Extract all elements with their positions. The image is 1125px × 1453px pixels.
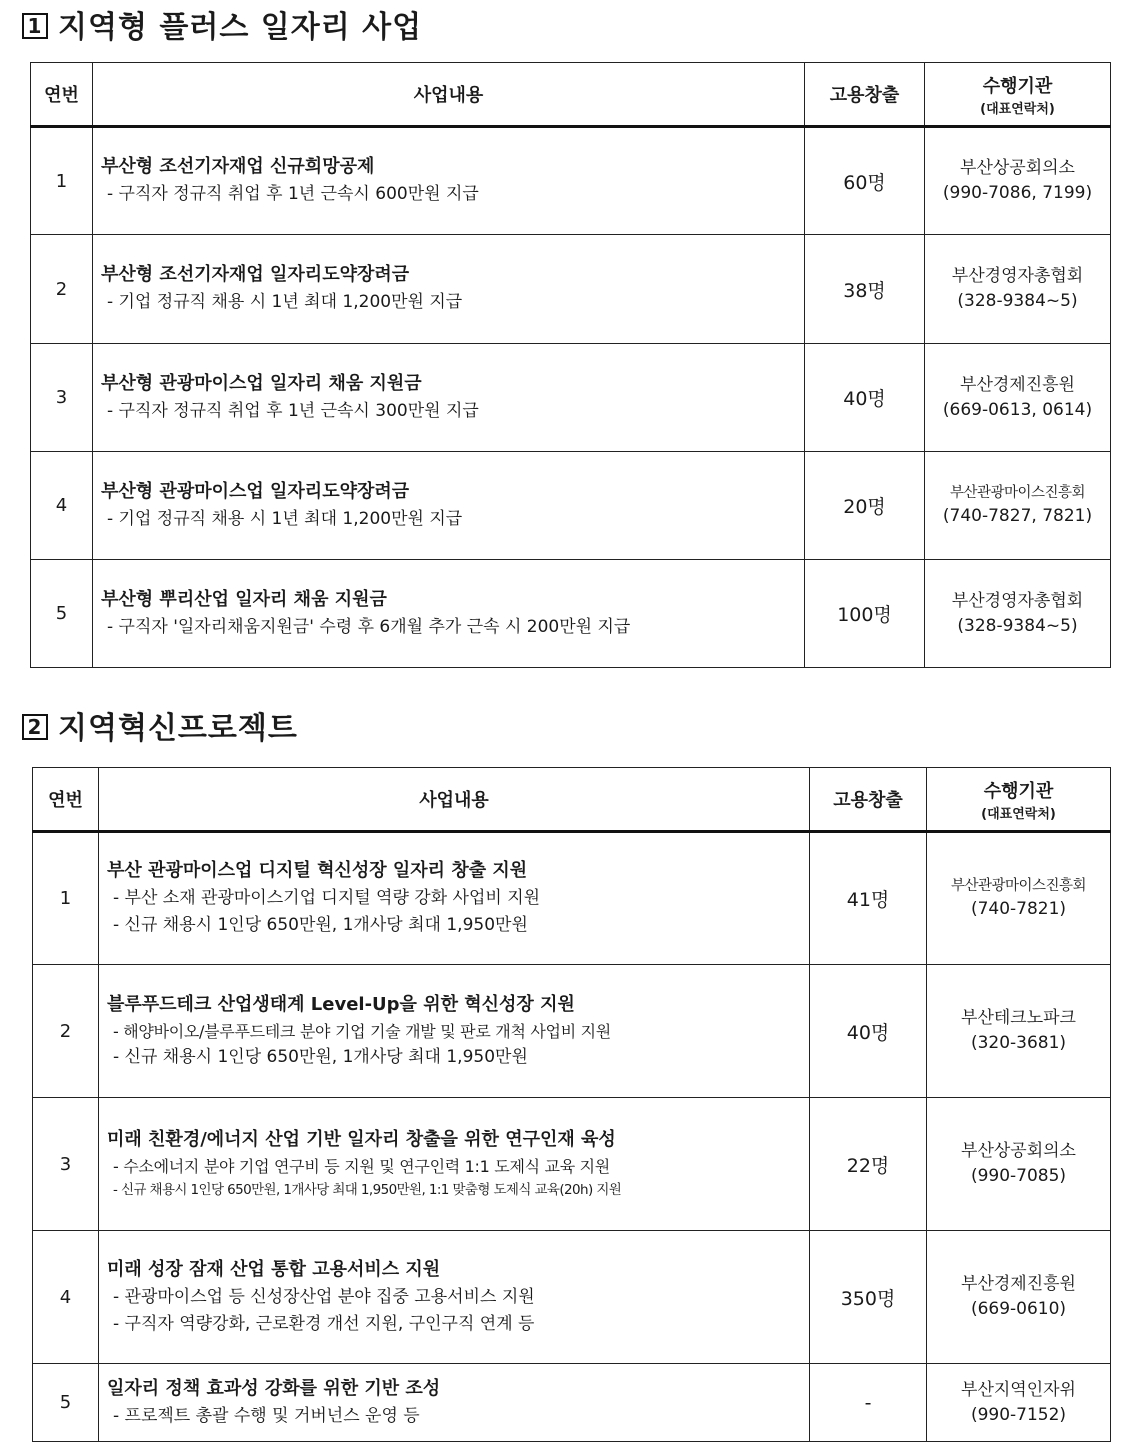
row-org xyxy=(927,965,1111,1098)
project-desc: - 신규 채용시 1인당 650만원, 1개사당 최대 1,950만원 xyxy=(113,1047,528,1068)
org-tel: (740-7821) xyxy=(970,898,1067,919)
header-no: 연번 xyxy=(33,768,99,832)
table-header-row xyxy=(31,63,1111,127)
row-no: 3 xyxy=(31,344,93,452)
project-desc: - 구직자 '일자리채움지원금' 수령 후 6개월 추가 근속 시 200만원 지급 xyxy=(107,616,631,637)
row-content xyxy=(99,965,810,1098)
header-content: 사업내용 xyxy=(99,768,810,832)
org-name: 부산테크노파크 xyxy=(961,1008,1076,1029)
org-tel: (328-9384~5) xyxy=(957,615,1078,636)
row-org xyxy=(925,344,1111,452)
row-no: 2 xyxy=(31,235,93,344)
org-name: 부산상공회의소 xyxy=(960,158,1075,179)
row-hires: 41명 xyxy=(810,832,927,965)
project-desc: - 신규 채용시 1인당 650만원, 1개사당 최대 1,950만원, 1:1 맞춤형 도제식 교육(20h) 지원 xyxy=(113,1181,622,1198)
table-header-row xyxy=(33,768,1111,832)
row-hires: 40명 xyxy=(805,344,925,452)
project-desc: - 수소에너지 분야 기업 연구비 등 지원 및 연구인력 1:1 도제식 교육 지원 xyxy=(113,1157,610,1177)
table-row xyxy=(33,965,1111,1098)
project-desc: - 구직자 역량강화, 근로환경 개선 지원, 구인구직 연계 등 xyxy=(113,1313,535,1334)
org-name: 부산경제진흥원 xyxy=(960,374,1075,395)
row-hires: 20명 xyxy=(805,452,925,560)
org-tel: (669-0610) xyxy=(970,1299,1067,1319)
table-row xyxy=(33,832,1111,965)
row-content xyxy=(93,452,805,560)
row-hires: 38명 xyxy=(805,235,925,344)
header-hires: 고용창출 xyxy=(805,63,925,127)
row-no: 1 xyxy=(31,127,93,235)
org-name: 부산지역인자위 xyxy=(961,1379,1076,1400)
row-content xyxy=(99,832,810,965)
row-hires: 40명 xyxy=(810,965,927,1098)
org-name: 부산경영자총협회 xyxy=(951,590,1084,611)
header-org-label: 수행기관 xyxy=(982,75,1053,97)
header-org xyxy=(927,768,1111,832)
row-hires: 350명 xyxy=(810,1231,927,1364)
table-row xyxy=(33,1231,1111,1364)
table-row xyxy=(31,560,1111,668)
project-title: 부산 관광마이스업 디지털 혁신성장 일자리 창출 지원 xyxy=(107,860,528,882)
section-1-table xyxy=(30,62,1111,668)
org-tel: (669-0613, 0614) xyxy=(942,399,1093,420)
row-org xyxy=(927,1098,1111,1231)
row-content xyxy=(99,1098,810,1231)
row-org xyxy=(927,1231,1111,1364)
project-title: 부산형 조선기자재업 일자리도약장려금 xyxy=(101,264,410,286)
org-name: 부산관광마이스진흥회 xyxy=(949,484,1086,501)
section-1-number: 1 xyxy=(22,13,48,39)
project-desc: - 기업 정규직 채용 시 1년 최대 1,200만원 지급 xyxy=(107,292,463,313)
row-hires: 60명 xyxy=(805,127,925,235)
table-row xyxy=(31,235,1111,344)
row-no: 4 xyxy=(31,452,93,560)
row-no: 1 xyxy=(33,832,99,965)
header-content: 사업내용 xyxy=(93,63,805,127)
row-content xyxy=(93,235,805,344)
org-tel: (740-7827, 7821) xyxy=(942,505,1093,526)
project-title: 부산형 관광마이스업 일자리 채움 지원금 xyxy=(101,372,422,394)
row-no: 5 xyxy=(31,560,93,668)
row-no: 3 xyxy=(33,1098,99,1231)
table-row xyxy=(31,127,1111,235)
table-row xyxy=(31,344,1111,452)
section-2-number: 2 xyxy=(22,714,48,740)
row-org xyxy=(925,560,1111,668)
table-row xyxy=(33,1364,1111,1442)
header-no: 연번 xyxy=(31,63,93,127)
org-tel: (990-7086, 7199) xyxy=(942,183,1093,203)
org-name: 부산경제진흥원 xyxy=(961,1274,1076,1295)
project-desc: - 구직자 정규직 취업 후 1년 근속시 600만원 지급 xyxy=(107,184,479,205)
row-org xyxy=(925,452,1111,560)
row-content xyxy=(99,1231,810,1364)
row-content xyxy=(99,1364,810,1442)
org-name: 부산상공회의소 xyxy=(961,1141,1076,1162)
row-content xyxy=(93,127,805,235)
section-1-title xyxy=(22,2,422,46)
org-tel: (990-7085) xyxy=(970,1166,1067,1186)
table-row xyxy=(31,452,1111,560)
org-tel: (320-3681) xyxy=(970,1033,1067,1053)
project-desc: - 부산 소재 관광마이스기업 디지털 역량 강화 사업비 지원 xyxy=(113,888,541,909)
header-org-label: 수행기관 xyxy=(983,780,1054,802)
project-title: 블루푸드테크 산업생태계 Level-Up을 위한 혁신성장 지원 xyxy=(107,993,575,1015)
project-title: 부산형 뿌리산업 일자리 채움 지원금 xyxy=(101,588,387,610)
project-title: 미래 성장 잠재 산업 통합 고용서비스 지원 xyxy=(107,1258,441,1280)
row-org xyxy=(925,235,1111,344)
section-2-title xyxy=(22,703,298,747)
org-name: 부산경영자총협회 xyxy=(951,266,1084,287)
section-2-table xyxy=(32,767,1111,1442)
row-no: 5 xyxy=(33,1364,99,1442)
header-org-sub: (대표연락처) xyxy=(980,101,1055,117)
org-tel: (990-7152) xyxy=(970,1404,1067,1425)
row-no: 2 xyxy=(33,965,99,1098)
section-2-title-text: 지역혁신프로젝트 xyxy=(58,711,298,746)
row-hires: 22명 xyxy=(810,1098,927,1231)
project-title: 미래 친환경/에너지 산업 기반 일자리 창출을 위한 연구인재 육성 xyxy=(107,1129,616,1151)
row-org xyxy=(927,832,1111,965)
org-name: 부산관광마이스진흥회 xyxy=(950,877,1087,894)
row-hires: 100명 xyxy=(805,560,925,668)
project-title: 부산형 조선기자재업 신규희망공제 xyxy=(101,156,375,178)
header-hires: 고용창출 xyxy=(810,768,927,832)
project-desc: - 신규 채용시 1인당 650만원, 1개사당 최대 1,950만원 xyxy=(113,915,528,936)
row-hires: - xyxy=(810,1364,927,1442)
project-desc: - 기업 정규직 채용 시 1년 최대 1,200만원 지급 xyxy=(107,508,463,529)
org-tel: (328-9384~5) xyxy=(957,291,1078,311)
section-1-title-text: 지역형 플러스 일자리 사업 xyxy=(58,10,423,45)
project-desc: - 관광마이스업 등 신성장산업 분야 집중 고용서비스 지원 xyxy=(113,1286,535,1307)
row-org xyxy=(927,1364,1111,1442)
row-no: 4 xyxy=(33,1231,99,1364)
project-desc: - 구직자 정규직 취업 후 1년 근속시 300만원 지급 xyxy=(107,400,479,421)
table-row xyxy=(33,1098,1111,1231)
row-content xyxy=(93,344,805,452)
project-title: 부산형 관광마이스업 일자리도약장려금 xyxy=(101,480,410,502)
project-title: 일자리 정책 효과성 강화를 위한 기반 조성 xyxy=(107,1377,441,1399)
project-desc: - 프로젝트 총괄 수행 및 거버넌스 운영 등 xyxy=(113,1405,420,1426)
project-desc: - 해양바이오/블루푸드테크 분야 기업 기술 개발 및 판로 개척 사업비 지원 xyxy=(113,1021,611,1041)
row-org xyxy=(925,127,1111,235)
row-content xyxy=(93,560,805,668)
header-org-sub: (대표연락처) xyxy=(981,806,1056,822)
header-org xyxy=(925,63,1111,127)
